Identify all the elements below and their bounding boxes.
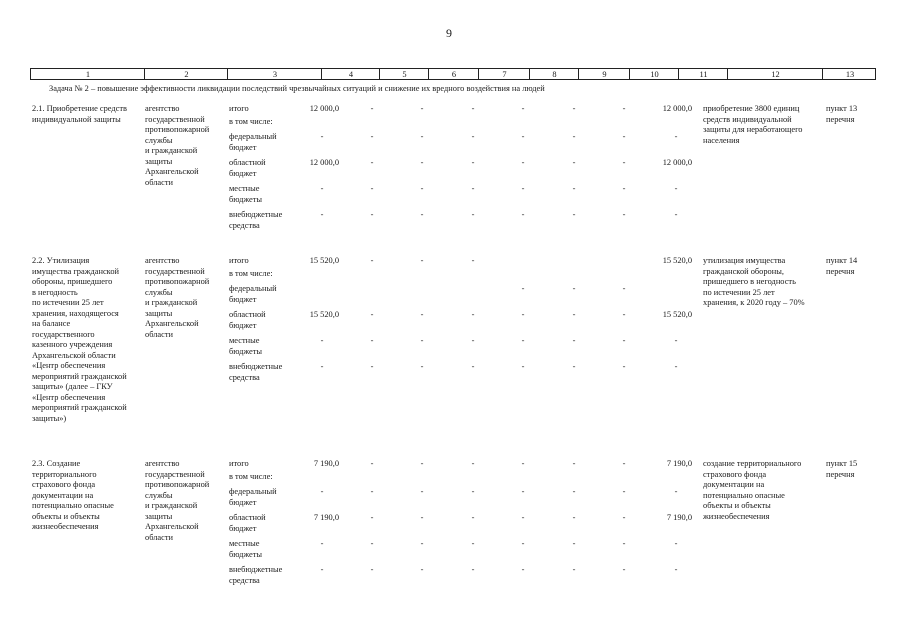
empty-value: - xyxy=(471,513,475,522)
measure-name: мероприятий гражданской xyxy=(32,371,127,381)
empty-value: - xyxy=(370,132,374,141)
measure-name: потенциально опасные xyxy=(32,501,114,510)
measure-name: по истечении 25 лет xyxy=(32,298,104,307)
task-title: Задача № 2 – повышение эффективности ликвидации последствий чрезвычайных ситуаций и снижение их вредного воздействия на людей xyxy=(49,84,545,93)
reference-item: пункт 13 xyxy=(826,104,858,113)
empty-value: - xyxy=(622,336,626,345)
expected-result: создание территориального xyxy=(703,459,802,468)
header-cell: 7 xyxy=(502,70,507,79)
empty-value: - xyxy=(674,210,678,219)
measure-name: 2.2. Утилизация xyxy=(32,256,90,265)
empty-value: - xyxy=(572,104,576,113)
empty-value: - xyxy=(521,158,525,167)
funding-source-label: в том числе: xyxy=(229,117,273,126)
empty-value: - xyxy=(420,104,424,113)
page-number: 9 xyxy=(446,26,452,40)
empty-value: - xyxy=(521,210,525,219)
empty-value: - xyxy=(420,210,424,219)
funding-source-label: местные xyxy=(229,184,260,193)
responsible-agency: противопожарной xyxy=(145,277,210,286)
funding-source-label: итого xyxy=(229,459,249,468)
empty-value: - xyxy=(572,132,576,141)
funding-source-label: бюджет xyxy=(229,523,257,533)
empty-value: - xyxy=(674,184,678,193)
reference-item: перечня xyxy=(826,266,855,276)
header-cell: 12 xyxy=(771,70,780,79)
responsible-agency: и гражданской xyxy=(145,146,198,155)
empty-value: - xyxy=(622,565,626,574)
empty-value: - xyxy=(572,310,576,319)
empty-value: - xyxy=(471,539,475,548)
column-header-row xyxy=(30,68,876,80)
empty-value: - xyxy=(471,336,475,345)
empty-value: - xyxy=(521,310,525,319)
expected-result: документации на xyxy=(703,480,765,489)
funding-source-label: бюджет xyxy=(229,294,257,304)
expected-result: жизнеобеспечения xyxy=(703,511,770,521)
empty-value: - xyxy=(622,184,626,193)
empty-value: - xyxy=(420,513,424,522)
empty-value: - xyxy=(471,256,475,265)
measure-name: индивидуальной защиты xyxy=(32,114,121,124)
empty-value: - xyxy=(622,132,626,141)
responsible-agency: государственной xyxy=(145,469,205,479)
empty-value: - xyxy=(521,459,525,468)
measure-name: казенного учреждения xyxy=(32,340,113,349)
empty-value: - xyxy=(471,132,475,141)
empty-value: - xyxy=(674,487,678,496)
funding-source-label: бюджеты xyxy=(229,549,263,559)
responsible-agency: противопожарной xyxy=(145,480,210,489)
empty-value: - xyxy=(420,336,424,345)
empty-value: - xyxy=(521,336,525,345)
empty-value: - xyxy=(471,184,475,193)
expected-result: потенциально опасные xyxy=(703,490,785,500)
empty-value: - xyxy=(471,459,475,468)
measure-name: документации на xyxy=(32,490,94,500)
measure-name: Архангельской области xyxy=(32,350,116,360)
header-cell: 4 xyxy=(348,70,354,79)
measure-name: мероприятий гражданской xyxy=(32,403,127,412)
funding-source-label: в том числе: xyxy=(229,269,273,278)
reference-item: пункт 14 xyxy=(826,256,858,265)
header-cell: 2 xyxy=(184,70,189,79)
reference-item: пункт 15 xyxy=(826,459,858,468)
measure-name: 2.3. Создание xyxy=(32,459,81,468)
empty-value: - xyxy=(320,539,324,548)
empty-value: - xyxy=(572,184,576,193)
empty-value: - xyxy=(622,158,626,167)
empty-value: - xyxy=(320,362,324,371)
funding-source-label: внебюджетные xyxy=(229,565,283,574)
responsible-agency: области xyxy=(145,177,173,187)
responsible-agency: службы xyxy=(145,287,173,297)
funding-source-label: федеральный xyxy=(229,487,277,496)
measure-name: государственного xyxy=(32,329,95,339)
empty-value: - xyxy=(674,336,678,345)
funding-value: 15 520,0 xyxy=(662,310,692,319)
funding-value: 12 000,0 xyxy=(662,158,692,167)
funding-value: 15 520,0 xyxy=(309,310,339,319)
empty-value: - xyxy=(471,565,475,574)
responsible-agency: Архангельской xyxy=(145,522,199,531)
measure-name: защиты» (далее – ГКУ xyxy=(32,382,113,391)
empty-value: - xyxy=(370,336,374,345)
expected-result: страхового фонда xyxy=(703,469,767,479)
responsible-agency: агентство xyxy=(145,459,180,468)
empty-value: - xyxy=(420,158,424,167)
empty-value: - xyxy=(521,539,525,548)
funding-value: 7 190,0 xyxy=(666,513,692,522)
empty-value: - xyxy=(420,310,424,319)
measure-name: территориального xyxy=(32,469,97,479)
funding-source-label: средства xyxy=(229,575,260,585)
funding-source-label: областной xyxy=(229,310,266,319)
empty-value: - xyxy=(521,104,525,113)
funding-source-label: областной xyxy=(229,513,266,522)
empty-value: - xyxy=(572,210,576,219)
empty-value: - xyxy=(572,539,576,548)
empty-value: - xyxy=(471,104,475,113)
empty-value: - xyxy=(572,336,576,345)
empty-value: - xyxy=(521,565,525,574)
measure-name: страхового фонда xyxy=(32,480,96,489)
expected-result: средств индивидуальной xyxy=(703,114,792,124)
empty-value: - xyxy=(370,539,374,548)
empty-value: - xyxy=(471,210,475,219)
funding-source-label: в том числе: xyxy=(229,472,273,481)
empty-value: - xyxy=(420,256,424,265)
responsible-agency: области xyxy=(145,329,173,339)
expected-result: по истечении 25 лет xyxy=(703,287,775,297)
empty-value: - xyxy=(674,132,678,141)
header-cell: 3 xyxy=(272,70,278,79)
empty-value: - xyxy=(320,132,324,141)
funding-value: 12 000,0 xyxy=(309,104,339,113)
empty-value: - xyxy=(521,362,525,371)
responsible-agency: противопожарной xyxy=(145,125,210,134)
empty-value: - xyxy=(420,487,424,496)
empty-value: - xyxy=(572,284,576,293)
funding-source-label: бюджеты xyxy=(229,346,263,356)
empty-value: - xyxy=(320,565,324,574)
funding-source-label: бюджет xyxy=(229,320,257,330)
empty-value: - xyxy=(320,487,324,496)
empty-value: - xyxy=(320,184,324,193)
funding-source-label: бюджеты xyxy=(229,194,263,204)
empty-value: - xyxy=(320,336,324,345)
empty-value: - xyxy=(420,132,424,141)
empty-value: - xyxy=(471,362,475,371)
responsible-agency: Архангельской xyxy=(145,319,199,328)
empty-value: - xyxy=(521,513,525,522)
reference-item: перечня xyxy=(826,114,855,124)
header-cell: 6 xyxy=(451,70,457,79)
empty-value: - xyxy=(622,513,626,522)
expected-result: утилизация имущества xyxy=(703,256,786,265)
expected-result: населения xyxy=(703,135,740,145)
measure-name: обороны, пришедшего xyxy=(32,277,113,286)
empty-value: - xyxy=(572,513,576,522)
empty-value: - xyxy=(420,184,424,193)
reference-item: перечня xyxy=(826,469,855,479)
empty-value: - xyxy=(572,362,576,371)
empty-value: - xyxy=(572,487,576,496)
measure-name: «Центр обеспечения xyxy=(32,392,106,402)
responsible-agency: и гражданской xyxy=(145,501,198,510)
measure-name: жизнеобеспечения xyxy=(32,522,99,531)
expected-result: пришедшего в негодность xyxy=(703,277,796,286)
responsible-agency: агентство xyxy=(145,256,180,265)
empty-value: - xyxy=(674,539,678,548)
responsible-agency: государственной xyxy=(145,266,205,276)
responsible-agency: государственной xyxy=(145,114,205,124)
measure-name: защиты») xyxy=(32,413,67,423)
measure-name: на балансе xyxy=(32,319,71,328)
funding-source-label: местные xyxy=(229,539,260,548)
funding-value: 7 190,0 xyxy=(313,513,339,522)
empty-value: - xyxy=(674,362,678,371)
empty-value: - xyxy=(622,210,626,219)
empty-value: - xyxy=(471,310,475,319)
funding-value: 15 520,0 xyxy=(309,256,339,265)
empty-value: - xyxy=(622,310,626,319)
empty-value: - xyxy=(420,362,424,371)
empty-value: - xyxy=(370,513,374,522)
empty-value: - xyxy=(521,487,525,496)
funding-value: 15 520,0 xyxy=(662,256,692,265)
empty-value: - xyxy=(572,459,576,468)
empty-value: - xyxy=(572,158,576,167)
empty-value: - xyxy=(320,210,324,219)
funding-source-label: бюджет xyxy=(229,497,257,507)
empty-value: - xyxy=(622,284,626,293)
responsible-agency: защиты xyxy=(145,511,173,521)
empty-value: - xyxy=(370,487,374,496)
empty-value: - xyxy=(370,184,374,193)
funding-source-label: федеральный xyxy=(229,132,277,141)
empty-value: - xyxy=(370,104,374,113)
funding-source-label: областной xyxy=(229,158,266,167)
funding-value: 7 190,0 xyxy=(666,459,692,468)
funding-source-label: средства xyxy=(229,220,260,230)
measure-name: хранения, находящегося xyxy=(32,308,119,318)
empty-value: - xyxy=(420,459,424,468)
funding-value: 12 000,0 xyxy=(662,104,692,113)
funding-value: 12 000,0 xyxy=(309,158,339,167)
header-cell: 10 xyxy=(650,70,659,79)
empty-value: - xyxy=(521,284,525,293)
empty-value: - xyxy=(622,459,626,468)
funding-value: 7 190,0 xyxy=(313,459,339,468)
empty-value: - xyxy=(370,210,374,219)
expected-result: защиты для неработающего xyxy=(703,125,803,134)
funding-source-label: средства xyxy=(229,372,260,382)
measure-name: в негодность xyxy=(32,287,78,297)
expected-result: хранения, к 2020 году – 70% xyxy=(703,298,805,307)
empty-value: - xyxy=(370,459,374,468)
funding-source-label: итого xyxy=(229,104,249,113)
empty-value: - xyxy=(521,132,525,141)
funding-source-label: внебюджетные xyxy=(229,362,283,371)
funding-source-label: бюджет xyxy=(229,142,257,152)
empty-value: - xyxy=(420,539,424,548)
responsible-agency: защиты xyxy=(145,308,173,318)
responsible-agency: Архангельской xyxy=(145,167,199,176)
empty-value: - xyxy=(370,256,374,265)
empty-value: - xyxy=(572,565,576,574)
responsible-agency: службы xyxy=(145,135,173,145)
measure-name: 2.1. Приобретение средств xyxy=(32,104,127,113)
header-cell: 8 xyxy=(552,70,557,79)
empty-value: - xyxy=(622,104,626,113)
empty-value: - xyxy=(622,362,626,371)
empty-value: - xyxy=(420,565,424,574)
empty-value: - xyxy=(370,565,374,574)
empty-value: - xyxy=(471,158,475,167)
responsible-agency: области xyxy=(145,532,173,542)
funding-source-label: местные xyxy=(229,336,260,345)
header-cell: 13 xyxy=(845,70,855,79)
funding-source-label: бюджет xyxy=(229,168,257,178)
header-cell: 1 xyxy=(85,70,91,79)
funding-source-label: внебюджетные xyxy=(229,210,283,219)
empty-value: - xyxy=(370,310,374,319)
header-cell: 5 xyxy=(402,70,407,79)
empty-value: - xyxy=(370,158,374,167)
measure-name: «Центр обеспечения xyxy=(32,361,106,370)
header-cell: 9 xyxy=(602,70,607,79)
measure-name: имущества гражданской xyxy=(32,266,119,276)
funding-source-label: федеральный xyxy=(229,284,277,293)
responsible-agency: службы xyxy=(145,490,173,500)
empty-value: - xyxy=(674,565,678,574)
measure-name: объекты и объекты xyxy=(32,511,100,521)
funding-source-label: итого xyxy=(229,256,249,265)
expected-result: объекты и объекты xyxy=(703,501,771,510)
empty-value: - xyxy=(471,487,475,496)
header-cell: 11 xyxy=(699,70,708,79)
empty-value: - xyxy=(622,487,626,496)
empty-value: - xyxy=(370,362,374,371)
empty-value: - xyxy=(622,539,626,548)
responsible-agency: и гражданской xyxy=(145,298,198,307)
expected-result: приобретение 3800 единиц xyxy=(703,104,800,113)
empty-value: - xyxy=(521,184,525,193)
responsible-agency: агентство xyxy=(145,104,180,113)
expected-result: гражданской обороны, xyxy=(703,266,784,276)
responsible-agency: защиты xyxy=(145,156,173,166)
